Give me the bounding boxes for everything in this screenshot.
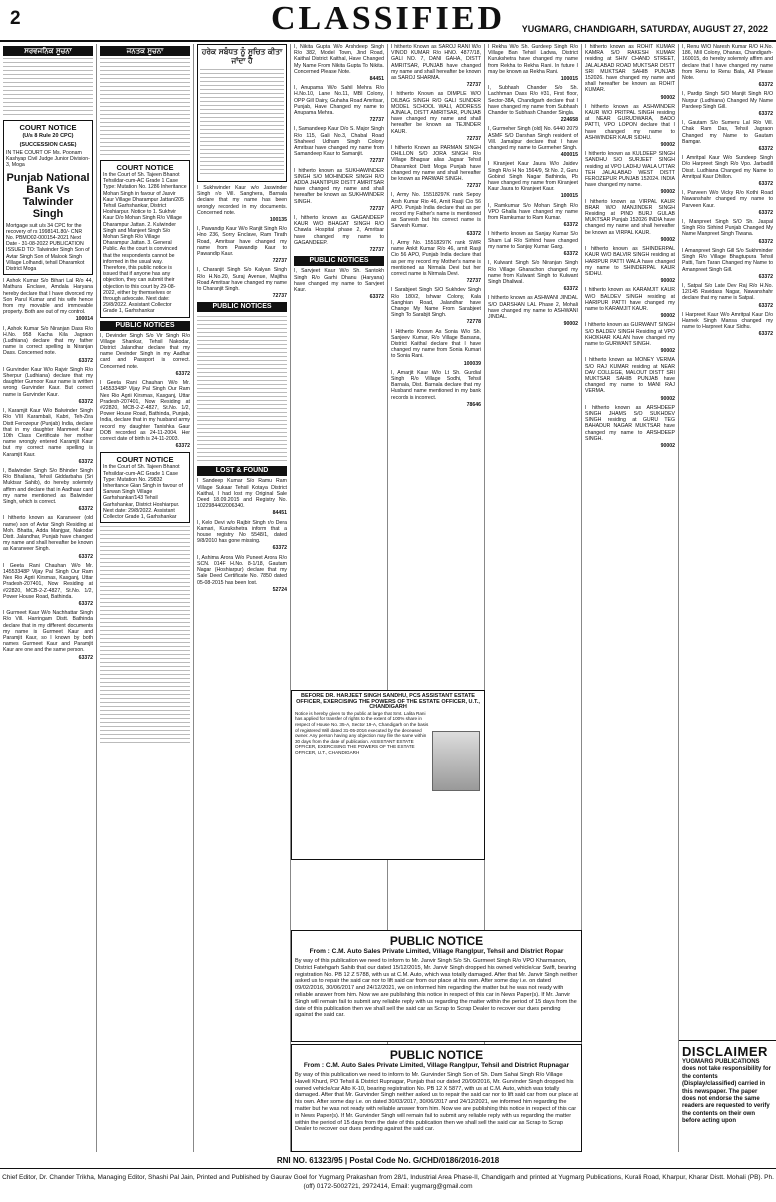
classified-ad: I hitherto known as SUKHAWINDER SINGH S/O MOHINDER SINGH R/O ADDA JHANTIPUR DISTT AMRITSAR have changed my name and shall hereafter be known as SUKHWINDER SINGH. 72737 bbox=[294, 167, 384, 212]
notice-body: Notice is hereby given to the public at large that Smt. Lalita Rani has applied for transfer of rights to the extent of 100% share in respect of House No. 35-A, Sector 19-A, Chandigarh on the basis of registered Will dated 31-05-2016 executed by the deceased owner. Any person having any objection may file the same within 30 days from the date of publication. ASSISTANT ESTATE OFFICER, EXERCISING THE POWERS OF THE ESTATE OFFICER, U.T., CHANDIGARH bbox=[295, 710, 429, 755]
classified-ad: I hitherto Known as DIMPLE W/O DILBAG SINGH R/O GALI SUNDER MODEL SCHOOL WALI, ADDRESS AJNALA, DISTT AMRITSAR, PUNJAB have changed my name and shall hereafter be known as TEJINDER KAUR. 72737 bbox=[391, 91, 481, 142]
gurmukhi-notice-block bbox=[100, 526, 190, 746]
section-header: PUBLIC NOTICES bbox=[100, 321, 190, 331]
estate-office-notice bbox=[291, 690, 485, 860]
court-notice-body: In the Court of Sh. Tajeen Bhanot Tehsildar-cum-AC Grade 1 Case Type: Mutation No. 1286 Inheritance Mohan Singh in favour of Jasvir Kaur Village Dharampur Jattan/205 Tehsil Garhshankar, District Hoshiarpur. Notice to 1. Sukhvir Kaur D/o Mohan Singh R/o Village Dharampur Jattan. 2. Kulwinder Singh and Manjeet Singh S/o Mohan Singh R/o Village Dharampur Jattan. 3. General Public. As the court is convinced that the respondents cannot be informed in the usual way. Therefore, this public notice is issued that if anyone has any objection, they can submit their objection to this court by 29-08-2022, either by themselves or through advocate. Next date: 29/8/2022. Assistant Collector Grade 1, Garhshankar bbox=[103, 172, 187, 315]
classified-ad: I, Army No. 15518297K rank SWR name Ankit Kumar R/o 46, arnit Rasji Cio 56 APO, Punjab India declare that as per my record my Mother's name is mentioned as Nirmala Devi but her correct name is Nirmala Devi. 72737 bbox=[391, 239, 481, 285]
column-3 bbox=[194, 44, 291, 1152]
public-notice-1 bbox=[291, 930, 582, 1042]
gurmukhi-notice-box: ਹਰੇਕ ਸਬੰਧਤ ਨੂੰ ਸੂਚਿਤ ਕੀਤਾ ਜਾਂਦਾ ਹੈ bbox=[197, 44, 287, 182]
case-title: Punjab National Bank Vs Talwinder Singh bbox=[6, 171, 90, 220]
classified-ad: I, Army No. 15518297K rank Sepoy Arsh Kumar Rio 46, Arnit Rasji Cio 56 APO. Punjab India declare that as per record my Father's name is mentioned as Sarvesh but his correct name is Sarvesh Kumar. 63372 bbox=[391, 192, 481, 237]
classified-ad: I Ashok Kumar S/o Bihari Lal R/o 44, Mathura Enclave, Amdala Haryana hereby declare that I have divorced my Son Parul Kumar and his wife hence from my movable and immovable property. Both are out of my control. 100014 bbox=[3, 278, 93, 323]
section-title: CLASSIFIED bbox=[270, 0, 506, 37]
classified-ad: I, Ashima Arora W/o Puneet Arora R/o SCN. 014F H.No. 8-1/18, Gautam Nagar (Hoshiarpur) declare that my Sale Deed Certificate No. 7850 dated 05-08-2015 has been lost. 52724 bbox=[197, 554, 287, 593]
court-notice-title: COURT NOTICE bbox=[116, 163, 174, 172]
section-header: ਸਰਵਜਨਿਕ ਸੂਚਨਾ bbox=[3, 46, 93, 56]
classified-ad: I Kiranjeet Kaur Jaura W/o Jaidev Singh R/o H No 1564/9, St No. 2, Guru Gobind Singh Nagar Bathinda, Pb have changed my name from Kiranjeet Kaur Jaura to Kiranjeet Kaur. 100015 bbox=[488, 161, 578, 200]
classified-ad: I hitherto known as Karanveer (old name) son of Avtar Singh Residing at Moh. Bhatta, Adda Manjgar, Nakodar Distt. Jalandhar, Punjab have changed my name and shall hereafter be known as Karanveer Singh. 63372 bbox=[3, 515, 93, 560]
classified-ad: I Sandeep Kumar S/o Ramu Ram Village Sukaar Tehsil Kotaya District Kaithal, I had lost my Original Sale Deed 18.09.2015 and Registry No. 1022984402006340. 84451 bbox=[197, 478, 287, 517]
classified-ad: I, Renu W/O Naresh Kumar R/O H.No. 186, Mill Colony, Dhanas, Chandigarh-160015, do hereby solemnly affirm and declare that I have changed my name from Renu to Renu Bala, All Please Note. 63372 bbox=[682, 44, 773, 89]
classified-ad: I hitherto known as Sanjay Kumar S/o Sham Lal R/o Sirhind have changed my name to Sanjay Kumar Garg. 63372 bbox=[488, 231, 578, 258]
classified-ad: I Rekha W/o Sh. Gurdeep Singh R/o Village Ban Tehsil Ladwa, District Kurukshetra have changed my name from Rekha to Rekha Rani. In future I may be known as Rekha Rani. 100015 bbox=[488, 44, 578, 83]
court-notice-title: COURT NOTICE bbox=[116, 455, 174, 465]
column-7 bbox=[582, 44, 679, 1152]
classified-ad: I hitherto known as VIRPAL KAUR BRAR W/O MANJINDER SINGH Residing at PIND BURJ GULAB MUKTSAR Punjab 152026 INDIA have changed my name and shall hereafter be known as VIRPAL KAUR. 90002 bbox=[585, 198, 675, 243]
classified-ad: I, Gurmeher Singh (old) No. 6440 2079 ASMF S/O Darshan Singh resident of Vill. Jamalpur declare that I have changed my name to Gurmeher Singh. 400015 bbox=[488, 126, 578, 159]
classified-ad: I, Kelo Devi w/o Rajbir Singh r/o Dera Kamari, Kurukshetra inform that a house registry No 5548/1, dated 9/8/2010 has gone missing. 63372 bbox=[197, 519, 287, 552]
classified-ad: I Amanpreet Singh Gill S/o Sukhminder Singh R/o Village Bhagtupura Tehsil Patti, Tarn Taran Changed my Name to Amanpreet Singh Gill. 63372 bbox=[682, 247, 773, 280]
disclaimer-title: DISCLAIMER bbox=[682, 1044, 768, 1059]
notice-title: PUBLIC NOTICE bbox=[389, 934, 484, 948]
classified-ad: I, Karamjit Kaur W/o Balwinder Singh R/o VIII Karambali, Kabri, Teh-Zira Distt Ferozepur (Punjab) India, declare that in my daughter Manmeet Kaur 10th Class Certificate her mother name wrongly entered Karamjit Kaur but my correct name spelling is Karamjit Kaur. 63372 bbox=[3, 408, 93, 465]
classified-ad: I, Kulwant Singh S/o Niranjan Singh R/o Village Gharachon changed my name from Kulwant Singh to Kulwant Singh Dhaliwal. 63372 bbox=[488, 260, 578, 293]
classified-ad: I, Parveen W/o Vicky R/o Kothi Road Nawanshahr changed my name to Parveen Kaur. 63372 bbox=[682, 190, 773, 216]
classified-ad: I, Amarjit Kaur W/o Lt Sh. Gurdial Singh R/o Village Sodhi, Tehsil Barnala, Dist. Barnala declare that my Husband name mentioned in my bank records is incorrect. 78646 bbox=[391, 369, 481, 408]
classified-ad: I, Gautam S/o Sumeru Lal R/o Vill. Chak Ram Das, Tehsil Jagraon Changed my Name to Gautam Bamgar. 63372 bbox=[682, 120, 773, 153]
classified-ad: I Amritpal Kaur W/o Sundeep Singh D/o Harpreet Singh R/o Vpo. Jarbadill Disst. Ludhiana Changed my Name to Amritpal Kaur Dhillon. 63372 bbox=[682, 155, 773, 188]
classified-ad: I, Manpreet Singh S/O Sh. Jaspal Singh R/o Sirhind Punjab Changed My Name Manpreet Singh Tiwana. 63372 bbox=[682, 219, 773, 245]
classified-ad: I Gurmeet Kaur W/o Nachhattar Singh R/o Vill. Harringam Distt. Bathinda declare that in my different documents my name is Gurmeet Kaur and Paramjit Kaur, so I known by both names Gurmeet Kaur and Paramjit Kaur are one and the same person. 63372 bbox=[3, 610, 93, 661]
case-body: Mortgage suit u/s 34 CPC for the recovery of rs 1998141.80/- CNR No. PBMO02-000154-2021 Next Date - 31-08-2022 PUBLICATION ISSUED TO: Talwinder Singh Son of Avtar Singh Son of Malook Singh Village Lolhandi, tehsil Dharamkot District Moga bbox=[6, 222, 90, 273]
classified-ad: I, Subhash Chander S/o Sh. Lachhman Dass R/o #31, First floor, Sector-38A, Chandigarh declare that I have changed my name from Subhash Chander to Subhash Chander Singla. 224658 bbox=[488, 85, 578, 124]
classified-ad: I, Pardip Singh S/O Manjit Singh R/O Nurpur (Ludhiana) Changed My Name Pardeep Singh Gill. 63372 bbox=[682, 91, 773, 118]
classified-ad: I, Nikita Gupta W/o Arshdeep Singh R/o 382, Model Town, Jind Road, Kaithal District Kaithal, Have Changed My Name From Nikita Gupta To Nikita. Concerned Please Note. 84451 bbox=[294, 44, 384, 83]
classified-ad: I, Pawandip Kaur W/o Ranjit Singh R/o Hno 236, Sorry Enclave, Ram Tirath Road, Amritsar have changed my name from Pawandip Kaur to Pawandip Kaur. 72737 bbox=[197, 226, 287, 265]
dateline: YUGMARG, CHANDIGARH, SATURDAY, AUGUST 27, 2022 bbox=[521, 24, 768, 34]
classified-ad: I hitherto known as KULDEEP SINGH SANDHU S/O SURJEET SINGH residing at VPO LADHU WALA UTTAR TEH JALALABAD WEST DISTT FEROZEPUR PUNJAB 152024. INDIA have changed my name. 90002 bbox=[585, 151, 675, 196]
classified-ad: I hitherto known as GURWANT SINGH S/O BALDEV SINGH Residing at VPO KHOKHAR KALAN have changed my name to GURWANT SINGH. 90002 bbox=[585, 322, 675, 355]
page-number: 2 bbox=[10, 8, 21, 29]
court-notice-subtitle: (U/s 8 Rule 20 CPC) (SUCCESSION CASE) bbox=[19, 133, 77, 148]
classified-ad: I hitherto known as ASHWINDER KAUR W/O PRITPAL SINGH residing at NEAR GURUDWARA, BADO PATTI, VPO LOPON declare that I have changed my name to ASHWINDER KAUR SIDHU. 90002 bbox=[585, 103, 675, 149]
classified-ad: I hitherto Known as PARMAN SINGH DHILLON S/O JORA SINGH R/o Village Bhagsar alias Jagsar Tehsil Dharamkot Distt Moga Punjab have changed my name and shall hereafter be known as PARWAR SINGH. 72737 bbox=[391, 145, 481, 190]
classified-ad: I hitherto known as ROHIT KUMAR KAMRA S/O RAKESH KUMAR residing at SHIV CHAND STREET, JALALABAD ROAD MUKTSAR DISTT SRI MUKTSAR SAHIB PUNJAB 152026. have changed my name and shall hereafter be known as ROHIT KUMAR. 90002 bbox=[585, 44, 675, 101]
classified-ad: I, Ashok Kumar S/o Niranjan Dass R/o H.No. 958 Kacha Kila Jagraon (Ludhiana) declare that my father name is correct spelling is Niranjan Dass. Concerned note. 63372 bbox=[3, 325, 93, 364]
classified-ad: I Geeta Rani Chauhan W/o Mr. 14553348P Vijay Pal Singh Our Ram Nex Rio Agrii Kirsmas, Kasganj, Uttar Pradesh-207401, Now Residing at #22820, MCB-2-Z-4827, St.No. 1/2, Power House Road, Bathinda, Punjab, India, declare that in my husband army record my daughter Tanishka Gaur DOB recorded as 24-11-2004. Her correct date of birth is 24-11-2003. 63372 bbox=[100, 380, 190, 450]
classified-ad: I hitherto known as MONEY VERMA S/O RAJ KUMAR residing at NEAR DAV COLLEGE, MALOUT DISTT SRI MUKTSAR SAHIB PUNJAB have changed my name to MANI RAJ VERMA. 90002 bbox=[585, 357, 675, 402]
court-notice-body: In the Court of Sh. Tajeen Bhanot Tehsildar-cum-AC Grade 1 Case Type: Mutation No. 29832 Inheritance Gian Singh in favour of Sarwan Singh Village Garhshankar/143 Tehsil Garhshankar, District Hoshiarpur. Next date: 29/8/2022. Assistant Collector Grade 1, Garhshankar bbox=[103, 464, 183, 520]
classified-ad: I hitherto known as SHINDERPAL KAUR W/O BALVIR SINGH residing at HARIPUR PATTI WALA have changed my name to SHINDERPAL KAUR SIDHU. 90002 bbox=[585, 246, 675, 285]
classified-ad: I, Sarvjeet Kaur W/o Sh. Santokh Singh R/o Garhi Dhanu (Haryana) have changed my name to Sarvjeet Kaur. 63372 bbox=[294, 268, 384, 301]
gurmukhi-notice-block bbox=[100, 58, 190, 158]
notice-title: PUBLIC NOTICE bbox=[389, 1048, 484, 1062]
court-notice-title: COURT NOTICE bbox=[19, 123, 77, 132]
column-2 bbox=[97, 44, 194, 1152]
classified-ad: I, Anupama W/o Sahil Mehra R/o H.No.10, Lane No.11, MBI Colony, OPP Gill Dairy, Guhaha Road Amritsar, Punjab, Have Changed my name to Anupama Mehra. 72737 bbox=[294, 85, 384, 124]
classified-ad: I Harpreet Kaur W/o Amritpal Kaur D/o Harnek Singh Mansa changed my name to Harpreet Kaur Sidhu. 63372 bbox=[682, 311, 773, 338]
classified-ad: I Sarabjeet Singh S/O Sukhdev Singh R/o 180/2, Ishwar Colony, Kala Sanghian Road, Jalandhar have Change My Name From Sarabjeet Singh To Sarabjit Singh. 72778 bbox=[391, 287, 481, 326]
masthead bbox=[0, 0, 776, 42]
section-header: LOST & FOUND bbox=[197, 466, 287, 476]
classified-ad: I Hitherto Known As Sonia W/o Sh. Sanjeev Kumar, R/o Village Barsana, District Kaithal declare that I have changed my name from Sonia Kumari to Sonia Rani. 100039 bbox=[391, 328, 481, 367]
photo bbox=[432, 731, 480, 791]
gurmukhi-notice-block bbox=[3, 58, 93, 118]
notice-body: By way of this publication we need to inform to Mr. Janvir Singh S/o Sh. Gurmeet Singh R/o VPO Kharmanon, District Fatehgarh Sahib that our dated 15/12/2015, Mr. Janvir Singh dropped his owned vehicle/car Swift, bearing registration No. PB 12 Z 5788, with us at C.M. Auto, which was totally damaged. After that Mr. Janvir Singh neither asked us to repair the said car nor to lift said car from our place at his own. After some day i.e. on dated 09/02/2016, 30/06/2017 and 24/12/2021, we on informed him regarding the matter but he was not ready with reliable answer from him. Now we are publishing this notice in respect of this car in News Paper(s). If Mr. Janvir Singh will remain fail to submit any reliable reply with us regarding the matter within the period of 15 days from the date of this publication then we shall sell the said car as Scrap to Scrap Dealer to recover our dues pending against the said car. bbox=[295, 958, 578, 1019]
disclaimer-body: YUGMARG PUBLICATIONS does not take responsibility for the contents (Display/classified) carried in this newspaper. The paper does not endorse the same readers are requested to verify the contents on their own before acting upon bbox=[682, 1059, 772, 1125]
classified-ad: I, Charanjit Singh S/o Kalyan Singh R/o H.No.20, Suraj Avenue, Majitha Road Amritsar have changed my name to Charanjit Singh. 72737 bbox=[197, 267, 287, 300]
classified-ad: I hitherto known as ASHWANI JINDAL S/O DARSHAN LAL Phase 2, Mohali have changed my name to ASHWANI JINDAL. 90002 bbox=[488, 295, 578, 328]
imprint-line: Chief Editor, Dr. Chander Trikha, Managing Editor, Shashi Pal Jain, Printed and Published by Gaurav Goel for Yugmarg Prakashan from 28/1, Industrial Area Phase-II, Chandigarh and printed at Yugmarg Publications, Kurali Road, Kharpur, Kharar Distt. Mohali (PB). Ph.(off) 0172-5002721, 2972414, Email: yugmarg@gmail.com bbox=[0, 1168, 776, 1191]
public-notice-2 bbox=[291, 1044, 582, 1152]
notice-title: BEFORE DR. HARJEET SINGH SANDHU, PCS ASSISTANT ESTATE OFFICER, EXERCISING THE POWERS OF THE ESTATE OFFICER, U.T., CHANDIGARH bbox=[296, 693, 480, 711]
classified-ad: I Sukhwinder Kaur w/o Jaswinder Singh r/o Vill. Sanghera, Barnala declare that my name has been wrongly recorded in my documents. Concerned note. 100135 bbox=[197, 185, 287, 224]
court-notice-box bbox=[100, 452, 190, 523]
section-header: PUBLIC NOTICES bbox=[294, 256, 384, 266]
section-header: PUBLIC NOTICES bbox=[197, 302, 287, 312]
column-8 bbox=[679, 44, 776, 1152]
classified-ad: I Geeta Rani Chauhan W/o Mr. 14553348P Vijay Pal Singh Our Ram Nex Rio Agrii Kirsmas, Kasganj, Uttar Pradesh-207401, Now Residing at #22820, MCB-2-Z-4827, St.No. 1/2, Power House Road, Bathinda. 63372 bbox=[3, 562, 93, 607]
classified-ad: I, Ramkumar S/o Mohan Singh R/o VPO Ghalla have changed my name from Ramkumar to Ram Kumar. 63372 bbox=[488, 202, 578, 229]
classified-ad: I, Satpal S/o Late Dev Raj R/o H.No. 12/145 Ravidass Nagar, Nawanshahr declare that my name is Satpal. 63372 bbox=[682, 282, 773, 309]
gurmukhi-notice-block bbox=[197, 314, 287, 464]
court-notice-box bbox=[100, 160, 190, 318]
classified-ad: I Gurvinder Kaur W/o Rajvir Singh R/o Sherpur (Ludhiana) declare that my daughter Gurnoor Kaur name is written wrong Gurvinder Kaur. But correct name is Gurvinder Kaur. 63372 bbox=[3, 366, 93, 405]
section-header: ਜਨਤਕ ਸੂਚਨਾ bbox=[100, 46, 190, 56]
classified-ad: I, Balwinder Singh S/o Bhinder Singh R/o Bhaliana, Tehsil Giddarbaha (Sri Muktsar Sahib), do hereby solemnly affirm and declare that in Aadhaar card my name mentioned as Balwinder Singh, which is correct. 63372 bbox=[3, 467, 93, 513]
classified-ad: I, Devinder Singh S/o Vir Singh R/o Village Shankar, Tehsil Nakodar, District Jalandhar declare that my name Devinder Singh in my Aadhar card and Passport is correct. Concerned note. 63372 bbox=[100, 332, 190, 377]
notice-body: By way of this publication we need to inform to Mr. Gurvinder Singh Son of Sh. Dam Sahai Singh R/o Village Haveli Khurd, PO Tehsil & District Rupnagar, Punjab that our dated 20/09/2016, Mr. Gurvinder Singh dropped his owned vehicle/car Alto K-10, bearing registration No. PB 12 X 5877, with us at C.M. Auto, which was totally damaged. After that Mr. Gurvinder Singh neither asked us to repair the said car nor to lift said car from our place at his own. After some day i.e. on dated 30/03/2017, 30/06/2017 and 24/12/2021, we informed him regarding the matter but he was not ready with reliable answer from him. Now we are publishing this notice in respect of this car in News Paper(s). If Mr. Gurvinder Singh will remain fail to submit any reliable reply with us regarding the matter within the period of 15 days from the date of this publication then we shall sell the said car as Scrap to Scrap Dealer to recover our dues pending against the said car. bbox=[295, 1072, 578, 1133]
classified-ad: I hitherto known as ARSHDEEP SINGH JHAMS S/O SUKHDEV SINGH residing at GURU TEG BAHADUR NAGAR MUKTSAR have changed my name to ARSHDEEP SINGH. 90002 bbox=[585, 404, 675, 449]
column-1 bbox=[0, 44, 97, 1152]
rni-line: RNI NO. 61323/95 | Postal Code No. G/CHD/0186/2016-2018 bbox=[276, 1156, 500, 1165]
notice-subtitle: From : C.M. Auto Sales Private Limited, Village Ranglpur, Tehsil and District Rupnagar bbox=[303, 1062, 570, 1069]
notice-subtitle: From : C.M. Auto Sales Private Limited, Village Ranglpur, Tehsil and District Ropar bbox=[309, 948, 564, 955]
court-notice-box bbox=[3, 120, 93, 275]
classified-ad: I hitherto known as KARAMJIT KAUR W/O BALDEV SINGH residing at HARIPUR PATTI have changed my name to KARAMJIT KAUR. 90002 bbox=[585, 287, 675, 320]
court-notice-body: IN THE COURT OF Ms. Poonam Kashyap Civil Judge Junior Division-3, Moga bbox=[6, 150, 90, 169]
disclaimer-box bbox=[679, 1040, 776, 1150]
classified-ad: I, hitherto known as GAGANDEEP KAUR W/O BHAGAT SINGH R/O Chawla Hospital phase 2, Amritsar have changed my name to GAGANDEEP. 72737 bbox=[294, 215, 384, 254]
classified-ad: I hitherto Known as SAROJ RANI W/o VINOD KUMAR R/o HNO. 4877/18, GALI NO. 7, DANI GAHA, DISTT AMRITSAR, PUNJAB have changed my name and shall hereafter be known as SAROJ SHARMA. 72737 bbox=[391, 44, 481, 89]
classified-ad: I, Samandeep Kaur D/o S. Major Singh R/o 115, Gali No.3, Chabal Road Shaheed Udham Singh Colony Amritsar have changed my name from Samandeep Kaur to Samanjit. 72737 bbox=[294, 126, 384, 165]
